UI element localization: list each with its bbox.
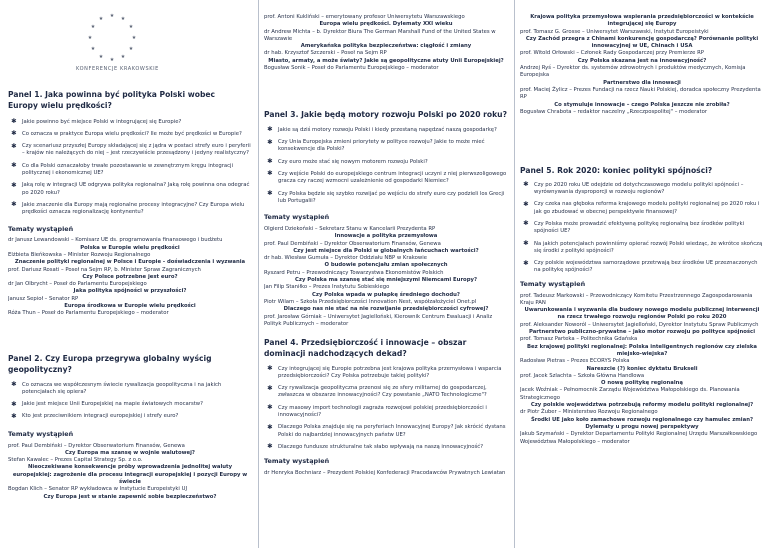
question-text: Kto jest przeciwnikiem integracji europejskiej i strefy euro? [22, 413, 179, 420]
stars-ring-icon: ★ ★ ★ ★ ★ ★ ★ ★ ★ ★ ★ ★ [87, 13, 137, 63]
question-item [8, 143, 252, 158]
panel-3 [264, 110, 508, 328]
asterisk-bullet-icon: ✱ [523, 180, 529, 189]
speaker-line: prof. Tomasz Parteka – Politechnika Gdańska [520, 336, 638, 343]
question-text: Czy Polska będzie się szybko rozwijać po wejściu do strefy euro czy podzieli los Grecji lub Portugalii? [278, 190, 505, 204]
speaker-line: prof. Jacek Szlachta – Szkoła Główna Handlowa [520, 372, 645, 379]
panel-2-topics-heading: Tematy wystąpień [8, 429, 74, 438]
panel-2 [8, 354, 252, 501]
question-text: Jakie znaczenie dla Europy mają regionalne procesy integracyjne? Czy Europa wielu prędkości oznacza regionalizację kontynentu? [22, 201, 245, 216]
question-text: Czy polskie województwa samorządowe przetrwają bez środków UE przeznaczonych na politykę spójności? [534, 260, 758, 274]
asterisk-bullet-icon: ✱ [267, 157, 273, 166]
speaker-line: dr hab. Krzysztof Szczerski – Poseł na Sejm RP [264, 50, 387, 57]
panel-4-title: Panel 4. Przedsiębiorczość i innowacje – obszar dominacji nadchodzących dekad? [264, 338, 467, 358]
speaker-line: prof. Jarosław Górniak – Uniwersytet Jagielloński, Kierownik Centrum Ewaluacji i Analiz Polityk Publicznych – moderator [264, 313, 493, 327]
talk-title: Czy polskie województwa potrzebują reformy modelu polityki regionalnej? [530, 402, 754, 409]
column-3 [520, 0, 764, 548]
column-1 [8, 0, 252, 548]
speaker-line: prof. Witold Orłowski – Członek Rady Gospodarczej przy Premierze RP [520, 50, 704, 57]
speaker-line: dr Piotr Żuber – Ministerstwo Rozwoju Regionalnego [520, 409, 658, 416]
asterisk-bullet-icon: ✱ [267, 189, 273, 198]
question-text: Co oznacza w praktyce Europa wielu prędkości? Ile może być prędkości w Europie? [22, 130, 242, 137]
panel-1-topics-heading: Tematy wystąpień [8, 224, 74, 233]
question-item [8, 382, 252, 397]
panel-4-questions [264, 366, 508, 452]
talk-title: Nieoczekiwane konsekwencje próby wprowadzenia jednolitej waluty europejskiej: zagrożenie dla procesu integracji europejskiej i pozycji Europy w świecie [12, 464, 248, 486]
asterisk-bullet-icon: ✱ [11, 180, 17, 189]
talk-title: Co stymuluje innowacje – czego Polska jeszcze nie zrobiła? [554, 101, 730, 108]
column-divider-1 [258, 0, 259, 548]
speaker-line: Jan Filip Staniłko – Prezes Instytutu Sobieskiego [264, 284, 390, 291]
question-text: Dlaczego Polska znajduje się na peryferiach Innowacyjnej Europy? Jak skrócić dystans Polski do najbardziej innowacyjnych państw UE? [278, 424, 506, 438]
question-item [520, 221, 764, 236]
asterisk-bullet-icon: ✱ [267, 383, 273, 392]
question-item [520, 182, 764, 197]
question-text: Dlaczego fundusze strukturalne tak słabo wpływają na naszą innowacyjność? [278, 443, 484, 450]
speaker-line: Piotr Wilam – Szkoła Przedsiębiorczości Innovation Nest, współzałożyciel Onet.pl [264, 298, 477, 305]
question-text: Czy po 2020 roku UE odejdzie od dotychczasowego modelu polityki spójności – wyrównywania dysproporcji w rozwoju regionów? [534, 181, 744, 196]
talk-title: Jaka polityka spójności w przyszłości? [73, 288, 187, 295]
panel-5 [520, 166, 764, 446]
asterisk-bullet-icon: ✱ [11, 161, 17, 170]
speaker-line: dr hab. Wiesław Gumuła – Dyrektor Oddziału NBP w Krakowie [264, 255, 427, 262]
question-item [264, 191, 508, 206]
question-item [8, 413, 252, 420]
question-text: Co dla Polski oznaczałoby trwałe pozostawanie w zewnętrznym kręgu integracji politycznej i ekonomicznej UE? [22, 162, 233, 177]
speaker-line: prof. Antoni Kukliński – emerytowany profesor Uniwersytetu Warszawskiego [264, 14, 465, 20]
asterisk-bullet-icon: ✱ [267, 169, 273, 178]
question-item [8, 131, 252, 138]
question-item [264, 385, 508, 400]
question-item [520, 260, 764, 275]
panel-2-questions [8, 382, 252, 421]
speaker-line: dr Janusz Lewandowski – Komisarz UE ds. programowania finansowego i budżetu [8, 237, 223, 244]
talk-title: Czy Europa ma szansę w wojnie walutowej? [65, 449, 195, 456]
panel-4-speakers-continued [520, 14, 764, 116]
talk-title: Uwarunkowania i wyzwania dla budowy nowego modelu publicznej interwencji na rzecz trwałego rozwoju regionów Polski po roku 2020 [524, 307, 760, 321]
speaker-line: Róża Thun – Poseł do Parlamentu Europejskiego – moderator [8, 310, 169, 317]
question-text: Jakie są dziś motory rozwoju Polski i kiedy przestaną napędzać naszą gospodarkę? [278, 126, 497, 133]
speaker-line: dr Andrew Michta – b. Dyrektor Biura The German Marshall Fund of the United States w Warszawie [264, 28, 496, 42]
speaker-line: Andrzej Ryś – Dyrektor ds. systemów zdrowotnych i produktów medycznych, Komisja Europejska [520, 65, 746, 79]
talk-title: Europa wielu prędkości. Dylematy XXI wieku [319, 21, 453, 28]
speaker-line: dr Jan Olbrycht – Poseł do Parlamentu Europejskiego [8, 281, 147, 288]
talk-title: Czy Polsce potrzebne jest euro? [82, 273, 178, 280]
speaker-line: dr Henryka Bochniarz – Prezydent Polskiej Konfederacji Pracodawców Prywatnych Lewiatan [264, 470, 506, 477]
talk-title: O budowie potencjału zmian społecznych [324, 262, 448, 269]
question-text: Czy integrującej się Europie potrzebna jest krajowa polityka przemysłowa i wsparcia przedsiębiorczości? Czy Polska potrzebuje takiej polityki? [278, 365, 502, 379]
speaker-line: prof. Tadeusz Markowski – Przewodniczący Komitetu Przestrzennego Zagospodarowania Kraju PAN [520, 292, 753, 306]
question-text: Czy Unia Europejska zmieni priorytety w polityce rozwoju? Jakie to może mieć konsekwencje dla Polski? [278, 139, 485, 153]
talk-title: O nową politykę regionalną [600, 380, 684, 387]
talk-title: Czy Polska wpada w pułapkę średniego dochodu? [312, 291, 460, 298]
question-item [264, 159, 508, 166]
talk-title: Partnerstwo dla innowacji [603, 79, 681, 86]
question-text: Czy czeka nas głęboka reforma krajowego modelu polityki regionalnej po 2020 roku i jak go zbudować w obecnej perspektywie finansowej? [534, 201, 760, 215]
asterisk-bullet-icon: ✱ [11, 117, 17, 126]
question-item [264, 171, 508, 186]
speaker-line: Ryszard Petru – Przewodniczący Towarzystwa Ekonomistów Polskich [264, 269, 444, 276]
question-text: Czy euro może stać się nowym motorem rozwoju Polski? [278, 158, 428, 165]
question-item [264, 366, 508, 381]
column-2 [264, 0, 508, 548]
speaker-line: Bogdan Klich – Senator RP wykładowca w Instytucie Europeistyki UJ [8, 486, 188, 493]
talk-title: Krajowa polityka przemysłowa wspierania przedsiębiorczości w kontekście integrującej się Europy [530, 14, 754, 28]
speaker-line: Radosław Pietras – Prezes ECORYS Polska [520, 358, 630, 365]
speaker-line: Jacek Woźniak – Pełnomocnik Zarządu Województwa Małopolskiego ds. Planowania Strategicznego [520, 387, 740, 401]
panel-1 [8, 90, 252, 318]
talk-title: Nareszcie (?) koniec dyktatu Brukseli [586, 365, 698, 372]
asterisk-bullet-icon: ✱ [523, 239, 529, 248]
asterisk-bullet-icon: ✱ [523, 219, 529, 228]
panel-1-questions [8, 119, 252, 217]
question-item [8, 182, 252, 197]
speaker-line: Elżbieta Bieńkowska – Minister Rozwoju Regionalnego [8, 251, 151, 258]
question-text: Co oznacza we współczesnym świecie rywalizacja geopolityczna i na jakich potencjałach się opiera? [22, 381, 222, 395]
asterisk-bullet-icon: ✱ [267, 403, 273, 412]
panel-5-speakers [520, 293, 764, 446]
talk-title: Dlaczego nas nie stać na nie rozwijanie przedsiębiorczości cyfrowej? [283, 306, 489, 313]
talk-title: Innowacje a polityka przemysłowa [334, 233, 438, 240]
speaker-line: Jakub Szymański – Dyrektor Departamentu Polityki Regionalnej Urzędu Marszałkowskiego Województwa Małopolskiego – moderator [520, 431, 758, 445]
talk-title: Miasto, armaty, a może światy? Jakie są geopolityczne atuty Unii Europejskiej? [268, 57, 504, 64]
speaker-line: prof. Tomasz G. Grosse – Uniwersytet Warszawski, Instytut Europeistyki [520, 28, 709, 35]
speaker-line: Bogusław Sonik – Poseł do Parlamentu Europejskiego – moderator [264, 65, 439, 72]
speaker-line: Olgierd Dziekoński – Sekretarz Stanu w Kancelarii Prezydenta RP [264, 225, 436, 232]
question-item [264, 139, 508, 154]
panel-5-questions [520, 182, 764, 275]
logo-text: KONFERENCJE KRAKOWSKIE [76, 66, 159, 72]
speaker-line: prof. Paul Dembiński – Dyrektor Obserwatorium Finansów, Genewa [8, 442, 185, 449]
talk-title: Czy Zachód przegra z Chinami konkurencję gospodarczą? Porównanie polityki innowacyjnej w UE, Chinach i USA [525, 35, 759, 50]
question-text: Czy wejście Polski do europejskiego centrum integracji uczyni z niej pierwszoligowego gracza czy raczej wzmocni uzależnienie od gospodarki Niemiec? [278, 170, 507, 185]
asterisk-bullet-icon: ✱ [523, 199, 529, 208]
panel-3-questions [264, 127, 508, 205]
talk-title: Polska w Europie wielu prędkości [80, 244, 180, 251]
question-text: Czy scenariusz przyszłej Europy składającej się z jądra w postaci strefy euro i peryferii – krajów nie należących do niej – jest rzeczywiście przesądzony i jedyny realistyczny? [22, 143, 251, 157]
panel-4-speakers [264, 470, 508, 477]
talk-title: Czy jest miejsce dla Polski w globalnych łańcuchach wartości? [293, 247, 479, 254]
speaker-line: Janusz Sepioł – Senator RP [8, 295, 79, 302]
asterisk-bullet-icon: ✱ [11, 380, 17, 389]
question-item [264, 444, 508, 451]
asterisk-bullet-icon: ✱ [523, 258, 529, 267]
asterisk-bullet-icon: ✱ [267, 137, 273, 146]
asterisk-bullet-icon: ✱ [267, 422, 273, 431]
panel-4-topics-heading: Tematy wystąpień [264, 457, 330, 466]
asterisk-bullet-icon: ✱ [267, 442, 273, 451]
talk-title: Bez krajowej polityki regionalnej: Polska inteligentnych regionów czy zielska miejsko-wiejska? [527, 343, 757, 357]
talk-title: Czy Europa jest w stanie zapewnić sobie bezpieczeństwo? [43, 493, 217, 500]
talk-title: Czy Polska skazana jest na innowacyjność? [577, 57, 707, 64]
question-item [8, 119, 252, 126]
question-text: Czy Polska może prowadzić efektywną politykę regionalną bez środków polityki spójności UE? [534, 220, 744, 235]
question-item [8, 202, 252, 217]
talk-title: Partnerstwo publiczno-prywatne – jako motor rozwoju po polityce spójności [528, 329, 756, 336]
asterisk-bullet-icon: ✱ [267, 125, 273, 134]
column-divider-2 [514, 0, 515, 548]
talk-title: Amerykańska polityka bezpieczeństwa: ciągłość i zmiany [300, 43, 472, 50]
panel-3-topics-heading: Tematy wystąpień [264, 213, 330, 222]
asterisk-bullet-icon: ✱ [11, 200, 17, 209]
asterisk-bullet-icon: ✱ [11, 399, 17, 408]
speaker-line: prof. Paul Dembiński – Dyrektor Obserwatorium Finansów, Genewa [264, 240, 441, 247]
panel-1-speakers [8, 237, 252, 317]
asterisk-bullet-icon: ✱ [267, 364, 273, 373]
asterisk-bullet-icon: ✱ [11, 141, 17, 150]
question-item [264, 424, 508, 439]
question-text: Czy rywalizacja geopolityczna przenosi się ze sfery militarnej do gospodarczej, zwłaszcza w obszarze innowacyjności? Czy powstanie „NATO Technologiczne"? [278, 385, 487, 399]
question-text: Jakie powinno być miejsce Polski w integrującej się Europie? [22, 118, 182, 125]
speaker-line: prof. Dariusz Rosati – Poseł na Sejm RP, b. Minister Spraw Zagranicznych [8, 266, 201, 273]
question-item [264, 405, 508, 420]
talk-title: Środki UE jako koło zamachowe rozwoju regionalnego czy hamulec zmian? Dylematy u progu nowej perspektywy [530, 416, 754, 430]
talk-title: Czy Polska ma szansę stać się mniejszymi Niemcami Europy? [294, 277, 478, 284]
question-text: Na jakich potencjałach powinniśmy opierać rozwój Polski wiedząc, że wkrótce skończą się środki z polityki spójności? [534, 240, 763, 254]
question-item [264, 127, 508, 134]
panel-0-speakers-continued [264, 14, 508, 72]
panel-4 [264, 338, 508, 477]
talk-title: Znaczenie polityki regionalnej w Polsce i Europie - doświadczenia i wyzwania [14, 259, 246, 266]
speaker-line: Stefan Kawalec – Prezes Capital Strategy Sp. z o.o. [8, 457, 143, 464]
question-item [520, 201, 764, 216]
conference-logo [76, 13, 159, 74]
speaker-line: prof. Maciej Żylicz – Prezes Fundacji na rzecz Nauki Polskiej, doradca społeczny Prezydenta RP [520, 86, 761, 101]
panel-5-topics-heading: Tematy wystąpień [520, 279, 586, 288]
question-item [520, 241, 764, 256]
panel-1-title: Panel 1. Jaka powinna być polityka Polski wobec Europy wielu prędkości? [8, 90, 216, 110]
panel-3-speakers [264, 226, 508, 328]
question-text: Jakie jest miejsce Unii Europejskiej na mapie światowych mocarstw? [22, 401, 203, 408]
asterisk-bullet-icon: ✱ [11, 129, 17, 138]
asterisk-bullet-icon: ✱ [11, 411, 17, 420]
panel-3-title: Panel 3. Jakie będą motory rozwoju Polski po 2020 roku? [264, 110, 507, 119]
question-text: Jaką rolę w integracji UE odgrywa polityka regionalna? Jaką rolę powinna ona odegrać po 2020 roku? [22, 182, 250, 196]
question-item [8, 163, 252, 178]
speaker-line: prof. Aleksander Noworól – Uniwersytet Jagielloński, Dyrektor Instytutu Spraw Publicznych [520, 321, 759, 328]
question-text: Czy masowy import technologii zagraża rozwojowi polskiej przedsiębiorczości i innowacyjności? [278, 404, 487, 419]
panel-2-speakers [8, 443, 252, 501]
panel-2-title: Panel 2. Czy Europa przegrywa globalny wyścig geopolityczny? [8, 354, 212, 374]
question-item [8, 401, 252, 408]
speaker-line: Bogusław Chrabota – redaktor naczelny „Rzeczpospolitej" – moderator [520, 108, 707, 115]
talk-title: Europa środkowa w Europie wielu prędkości [64, 303, 196, 310]
panel-5-title: Panel 5. Rok 2020: koniec polityki spójności? [520, 166, 713, 175]
